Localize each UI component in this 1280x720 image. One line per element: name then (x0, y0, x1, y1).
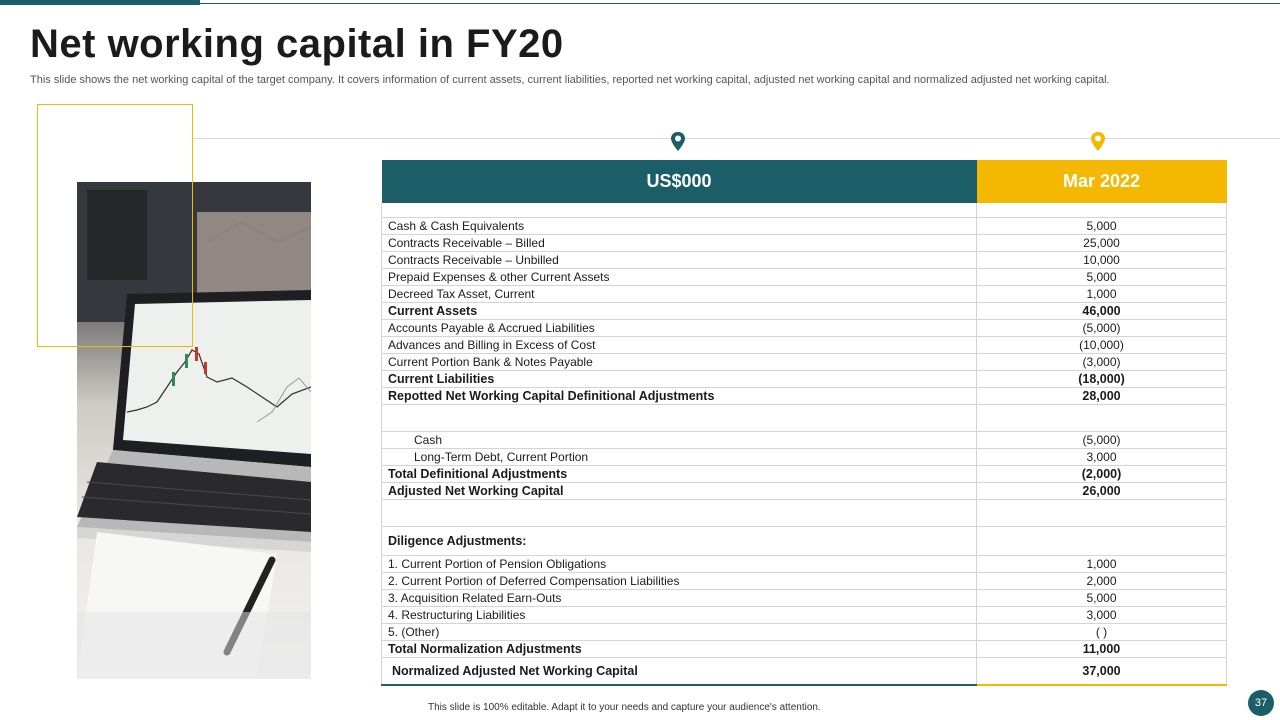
table-row (382, 590, 1227, 607)
row-label: 2. Current Portion of Deferred Compensation Liabilities (382, 573, 977, 590)
table-row (382, 354, 1227, 371)
top-accent-bar (0, 0, 200, 5)
table-row (382, 624, 1227, 641)
section-header-row (382, 527, 1227, 556)
row-label: Prepaid Expenses & other Current Assets (382, 269, 977, 286)
row-label: Total Normalization Adjustments (382, 641, 977, 658)
row-value: 10,000 (977, 252, 1227, 269)
header-value: Mar 2022 (977, 160, 1227, 203)
total-row (382, 483, 1227, 500)
header-label: US$000 (382, 160, 977, 203)
row-label: Total Definitional Adjustments (382, 466, 977, 483)
row-label: Decreed Tax Asset, Current (382, 286, 977, 303)
table-row (382, 556, 1227, 573)
row-value: 5,000 (977, 218, 1227, 235)
row-label: 5. (Other) (382, 624, 977, 641)
connector-line (193, 138, 1280, 139)
row-value: 28,000 (977, 388, 1227, 405)
row-value: 5,000 (977, 269, 1227, 286)
net-working-capital-table (381, 160, 1227, 686)
row-value: (5,000) (977, 432, 1227, 449)
final-total-row (382, 658, 1227, 686)
row-value: 37,000 (977, 658, 1227, 686)
row-value: 26,000 (977, 483, 1227, 500)
row-label: Cash & Cash Equivalents (382, 218, 977, 235)
top-rule-line (200, 3, 1280, 4)
row-value: 3,000 (977, 449, 1227, 466)
row-label: 3. Acquisition Related Earn-Outs (382, 590, 977, 607)
total-row (382, 303, 1227, 320)
row-value: 3,000 (977, 607, 1227, 624)
photo-accent-frame (37, 104, 193, 347)
total-row (382, 388, 1227, 405)
table-row (382, 449, 1227, 466)
row-label: Accounts Payable & Accrued Liabilities (382, 320, 977, 337)
row-label: Normalized Adjusted Net Working Capital (382, 658, 977, 686)
table-row (382, 573, 1227, 590)
row-label: Cash (382, 432, 977, 449)
row-value: (5,000) (977, 320, 1227, 337)
row-label: Adjusted Net Working Capital (382, 483, 977, 500)
row-value: 11,000 (977, 641, 1227, 658)
row-value: (10,000) (977, 337, 1227, 354)
row-label: Current Liabilities (382, 371, 977, 388)
footer-note: This slide is 100% editable. Adapt it to your needs and capture your audience's attention. (428, 702, 821, 713)
total-row (382, 466, 1227, 483)
page-title: Net working capital in FY20 (30, 22, 564, 66)
total-row (382, 641, 1227, 658)
table-row (382, 432, 1227, 449)
row-value: (3,000) (977, 354, 1227, 371)
row-value: 2,000 (977, 573, 1227, 590)
total-row (382, 371, 1227, 388)
row-value: 1,000 (977, 556, 1227, 573)
page-number-badge: 37 (1248, 690, 1274, 716)
row-label: Advances and Billing in Excess of Cost (382, 337, 977, 354)
page-subtitle: This slide shows the net working capital of the target company. It covers information of current assets, current liabilities, reported net working capital, adjusted net working capital and normalized adjusted net working capital. (30, 74, 1110, 86)
row-label: 1. Current Portion of Pension Obligations (382, 556, 977, 573)
location-pin-icon (1089, 131, 1107, 153)
table-row (382, 218, 1227, 235)
row-value: (2,000) (977, 466, 1227, 483)
row-label: Repotted Net Working Capital Definitional Adjustments (382, 388, 977, 405)
table-row (382, 320, 1227, 337)
row-label: Contracts Receivable – Unbilled (382, 252, 977, 269)
row-label: Current Assets (382, 303, 977, 320)
row-value: (18,000) (977, 371, 1227, 388)
table-row (382, 235, 1227, 252)
row-value: 5,000 (977, 590, 1227, 607)
row-label: Long-Term Debt, Current Portion (382, 449, 977, 466)
table-row (382, 252, 1227, 269)
row-value (977, 527, 1227, 556)
table-row (382, 286, 1227, 303)
row-value: 1,000 (977, 286, 1227, 303)
row-label: 4. Restructuring Liabilities (382, 607, 977, 624)
table-row (382, 269, 1227, 286)
row-label: Diligence Adjustments: (382, 527, 977, 556)
location-pin-icon (669, 131, 687, 153)
table-row (382, 337, 1227, 354)
row-value: ( ) (977, 624, 1227, 641)
row-label: Current Portion Bank & Notes Payable (382, 354, 977, 371)
table-row (382, 607, 1227, 624)
row-value: 46,000 (977, 303, 1227, 320)
row-value: 25,000 (977, 235, 1227, 252)
row-label: Contracts Receivable – Billed (382, 235, 977, 252)
